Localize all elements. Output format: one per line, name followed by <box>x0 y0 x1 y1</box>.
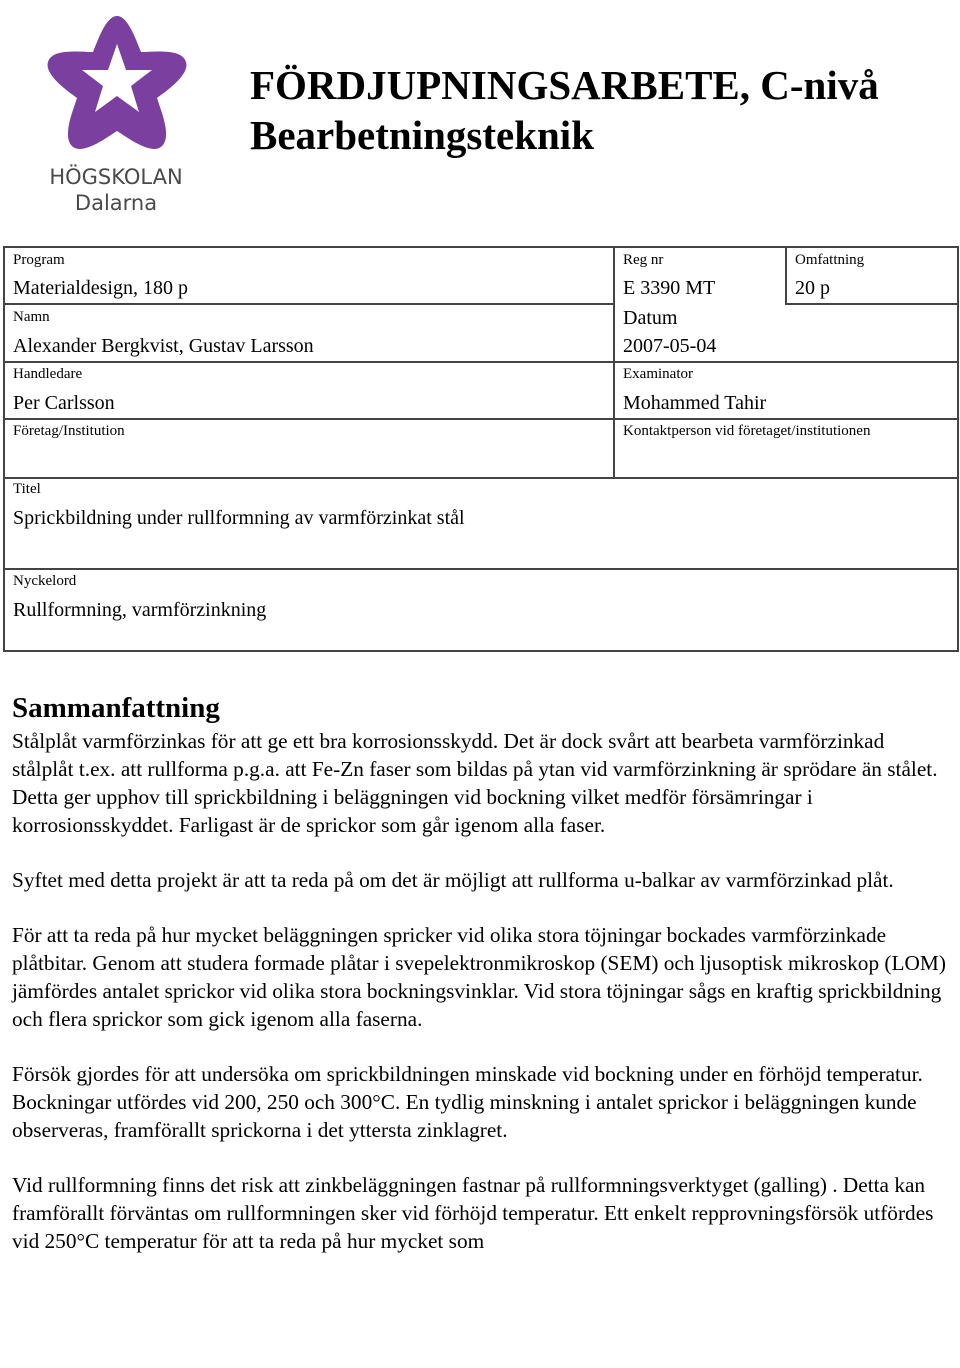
foretag-label: Företag/Institution <box>13 423 125 439</box>
title-line-1: FÖRDJUPNINGSARBETE, C-nivå <box>250 62 879 108</box>
star-flower-icon <box>44 10 190 160</box>
summary-heading: Sammanfattning <box>12 692 220 724</box>
titel-label: Titel <box>13 481 41 497</box>
divider-row2 <box>5 361 613 363</box>
omfattning-label: Omfattning <box>795 252 865 268</box>
divider-row2b <box>613 361 957 363</box>
examinator-value: Mohammed Tahir <box>623 392 767 414</box>
titel-value: Sprickbildning under rullformning av varmförzinkat stål <box>13 507 465 529</box>
title-line-2: Bearbetningsteknik <box>250 112 594 158</box>
divider-row3 <box>5 418 957 420</box>
datum-value: 2007-05-04 <box>623 335 717 357</box>
nyckelord-label: Nyckelord <box>13 573 77 589</box>
namn-label: Namn <box>13 309 50 325</box>
summary-paragraph-4: Försök gjordes för att undersöka om sprickbildningen minskade vid bockning under en förhöjd temperatur. Bockningar utfördes vid 200, 250 och 300°C. En tydlig minskning i antalet sprickor i beläggningen kunde observeras, framförallt sprickorna i det yttersta zinklagret. <box>12 1062 923 1142</box>
handledare-label: Handledare <box>13 366 83 382</box>
university-logo <box>40 10 192 215</box>
nyckelord-value: Rullformning, varmförzinkning <box>13 599 267 621</box>
summary-paragraph-3: För att ta reda på hur mycket beläggningen spricker vid olika stora töjningar bockades varmförzinkade plåtbitar. Genom att studera formade plåtar i svepelektronmikroskop (SEM) och ljusoptisk mikroskop (LOM) jämfördes antalet sprickor vid olika stora bockningsvinklar. Vid stora töjningar sågs en kraftig sprickbildning och flera sprickor som gick igenom alla faserna. <box>12 923 946 1031</box>
divider-col2 <box>785 248 787 305</box>
document-title <box>250 60 950 160</box>
regnr-label: Reg nr <box>623 252 664 268</box>
datum-label: Datum <box>623 307 678 329</box>
divider-row1b <box>785 303 957 305</box>
logo-text-line1: HÖGSKOLAN <box>49 165 183 189</box>
divider-row1 <box>5 303 613 305</box>
summary-paragraph-5: Vid rullformning finns det risk att zinkbeläggningen fastnar på rullformningsverktyget (galling) . Detta kan framförallt förväntas om rullformningen sker vid förhöjd temperatur. Ett enkelt repprovningsförsök utfördes vid 250°C temperatur för att ta reda på hur mycket som <box>12 1173 934 1253</box>
omfattning-value: 20 p <box>795 277 830 299</box>
namn-value: Alexander Bergkvist, Gustav Larsson <box>13 335 314 357</box>
summary-body <box>12 727 947 1282</box>
divider-row4 <box>5 477 957 479</box>
program-label: Program <box>13 252 65 268</box>
summary-paragraph-1: Stålplåt varmförzinkas för att ge ett bra korrosionsskydd. Det är dock svårt att bearbeta varmförzinkad stålplåt t.ex. att rullforma p.g.a. att Fe-Zn faser som bildas på ytan vid varmförzinkning är sprödare än stålet. Detta ger upphov till sprickbildning i beläggningen vid bockning vilket medför försämringar i korrosionsskyddet. Farligast är de sprickor som går igenom alla faser. <box>12 729 938 837</box>
regnr-value: E 3390 MT <box>623 277 716 299</box>
logo-text-line2: Dalarna <box>74 191 158 215</box>
program-value: Materialdesign, 180 p <box>13 277 188 299</box>
summary-paragraph-2: Syftet med detta projekt är att ta reda på om det är möjligt att rullforma u-balkar av varmförzinkad plåt. <box>12 868 894 892</box>
info-table <box>3 246 959 652</box>
divider-row5 <box>5 568 957 570</box>
kontakt-label: Kontaktperson vid företaget/institutionen <box>623 423 871 439</box>
examinator-label: Examinator <box>623 366 693 382</box>
handledare-value: Per Carlsson <box>13 392 115 414</box>
